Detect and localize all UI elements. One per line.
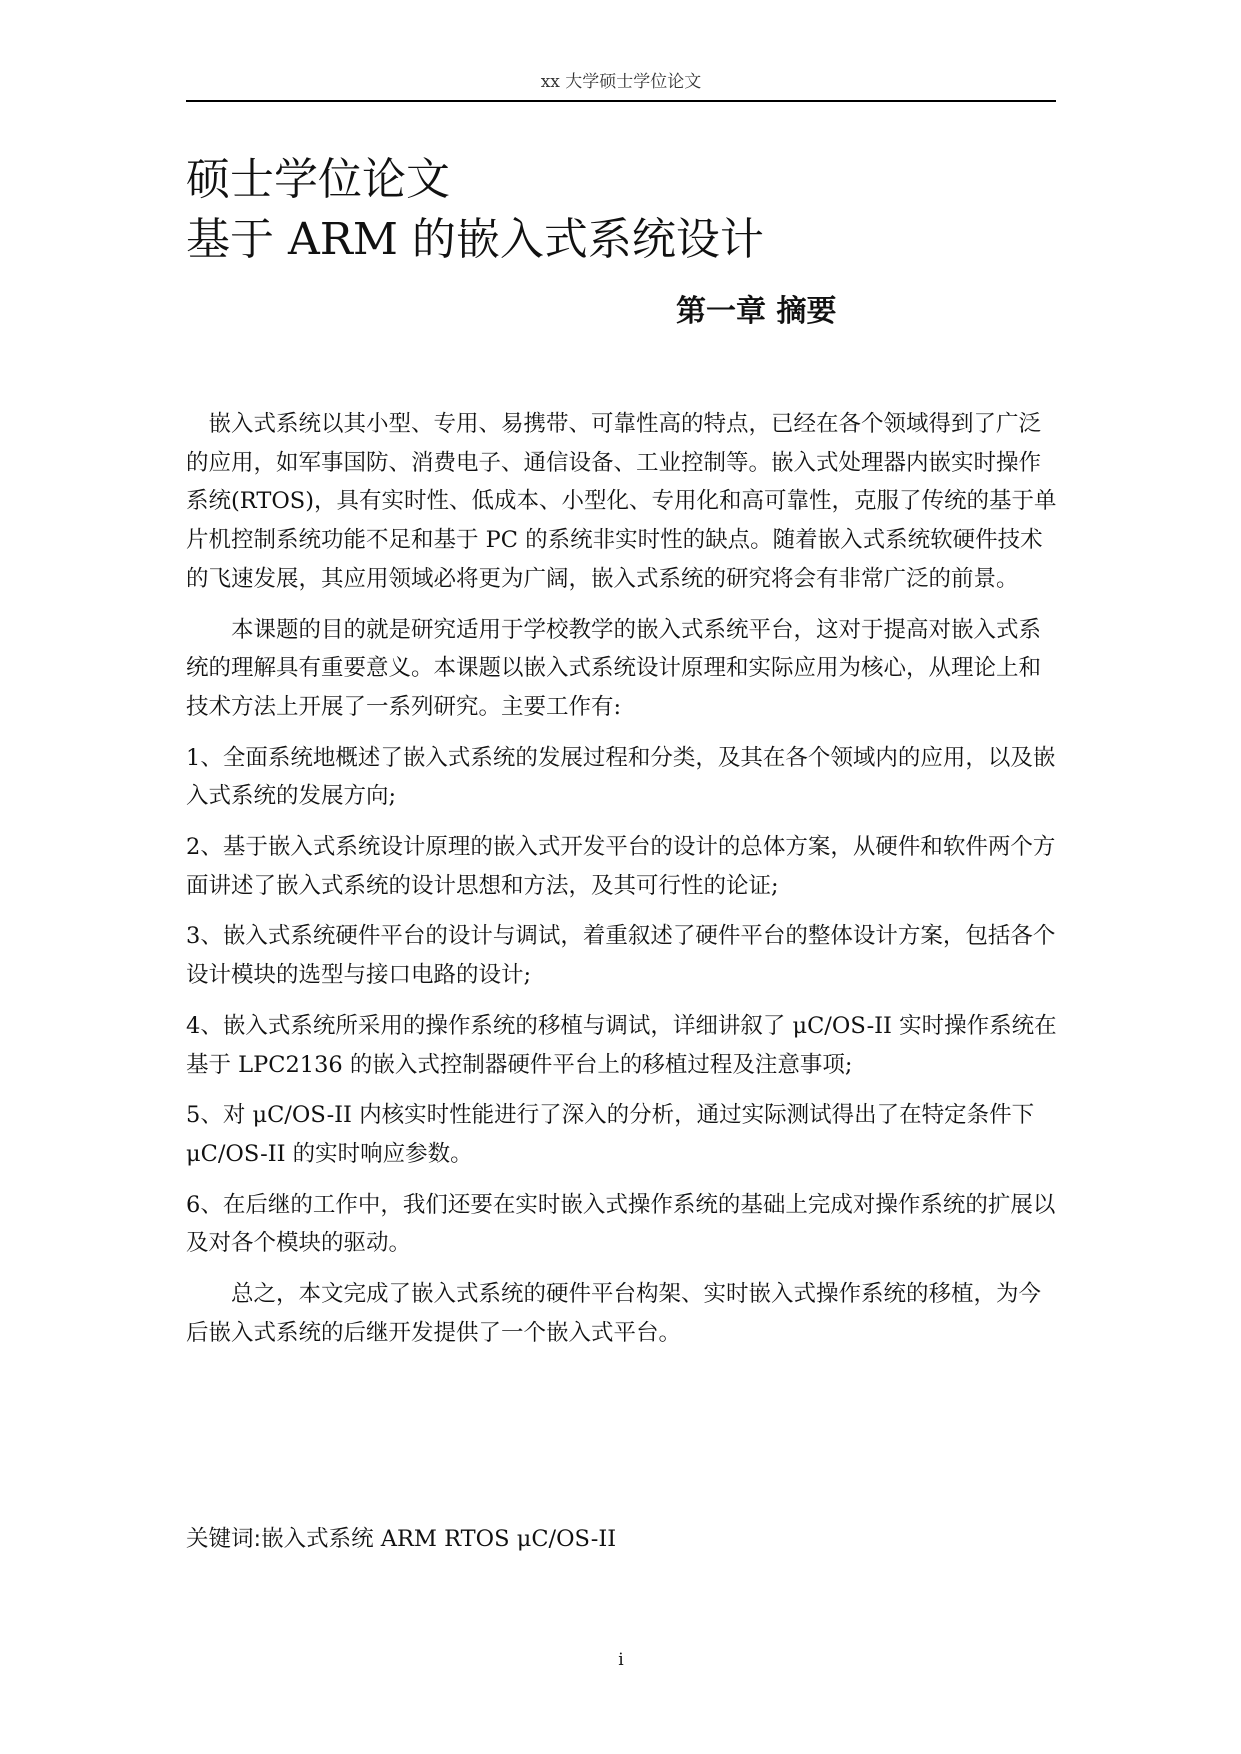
- work-item-5: 5、对 μC/OS-II 内核实时性能进行了深入的分析，通过实际测试得出了在特定条件下 μC/OS-II 的实时响应参数。: [186, 1102, 1035, 1167]
- thesis-title: [186, 150, 764, 270]
- work-item-4: 4、嵌入式系统所采用的操作系统的移植与调试，详细讲叙了 μC/OS-II 实时操作系统在基于 LPC2136 的嵌入式控制器硬件平台上的移植过程及注意事项;: [186, 1012, 1057, 1078]
- header-rule: [186, 100, 1056, 102]
- abstract-conclusion: 总之，本文完成了嵌入式系统的硬件平台构架、实时嵌入式操作系统的移植，为今后嵌入式系统的后继开发提供了一个嵌入式平台。: [186, 1281, 1042, 1346]
- work-item-6: 6、在后继的工作中，我们还要在实时嵌入式操作系统的基础上完成对操作系统的扩展以及对各个模块的驱动。: [186, 1191, 1056, 1257]
- abstract-paragraph-2: 本课题的目的就是研究适用于学校教学的嵌入式系统平台，这对于提高对嵌入式系统的理解具有重要意义。本课题以嵌入式系统设计原理和实际应用为核心，从理论上和技术方法上开展了一系列研究。主要工作有:: [186, 616, 1042, 720]
- chapter-heading: 第一章 摘要: [676, 294, 837, 329]
- work-item-1: 1、全面系统地概述了嵌入式系统的发展过程和分类，及其在各个领域内的应用，以及嵌入式系统的发展方向;: [186, 744, 1056, 810]
- running-header: xx 大学硕士学位论文: [540, 72, 702, 92]
- page-number: i: [618, 1650, 624, 1670]
- abstract-paragraph-1: 嵌入式系统以其小型、专用、易携带、可靠性高的特点，已经在各个领域得到了广泛的应用，如军事国防、消费电子、通信设备、工业控制等。嵌入式处理器内嵌实时操作系统(RTOS)，具有实时性、低成本、小型化、专用化和高可靠性，克服了传统的基于单片机控制系统功能不足和基于 PC 的系统非实时性的缺点。随着嵌入式系统软硬件技术的飞速发展，其应用领域必将更为广阔，嵌入式系统的研究将会有非常广泛的前景。: [186, 411, 1057, 592]
- work-item-3: 3、嵌入式系统硬件平台的设计与调试，着重叙述了硬件平台的整体设计方案，包括各个设计模块的选型与接口电路的设计;: [186, 923, 1056, 989]
- keywords-line: [186, 1524, 616, 1554]
- abstract-body: [186, 405, 1058, 1364]
- thesis-title-line-2: 基于 ARM 的嵌入式系统设计: [186, 214, 764, 265]
- keywords-value: 嵌入式系统 ARM RTOS μC/OS-II: [261, 1526, 617, 1552]
- keywords-label: 关键词:: [186, 1526, 262, 1552]
- work-item-2: 2、基于嵌入式系统设计原理的嵌入式开发平台的设计的总体方案，从硬件和软件两个方面讲述了嵌入式系统的设计思想和方法，及其可行性的论证;: [186, 834, 1056, 899]
- thesis-title-line-1: 硕士学位论文: [186, 154, 450, 205]
